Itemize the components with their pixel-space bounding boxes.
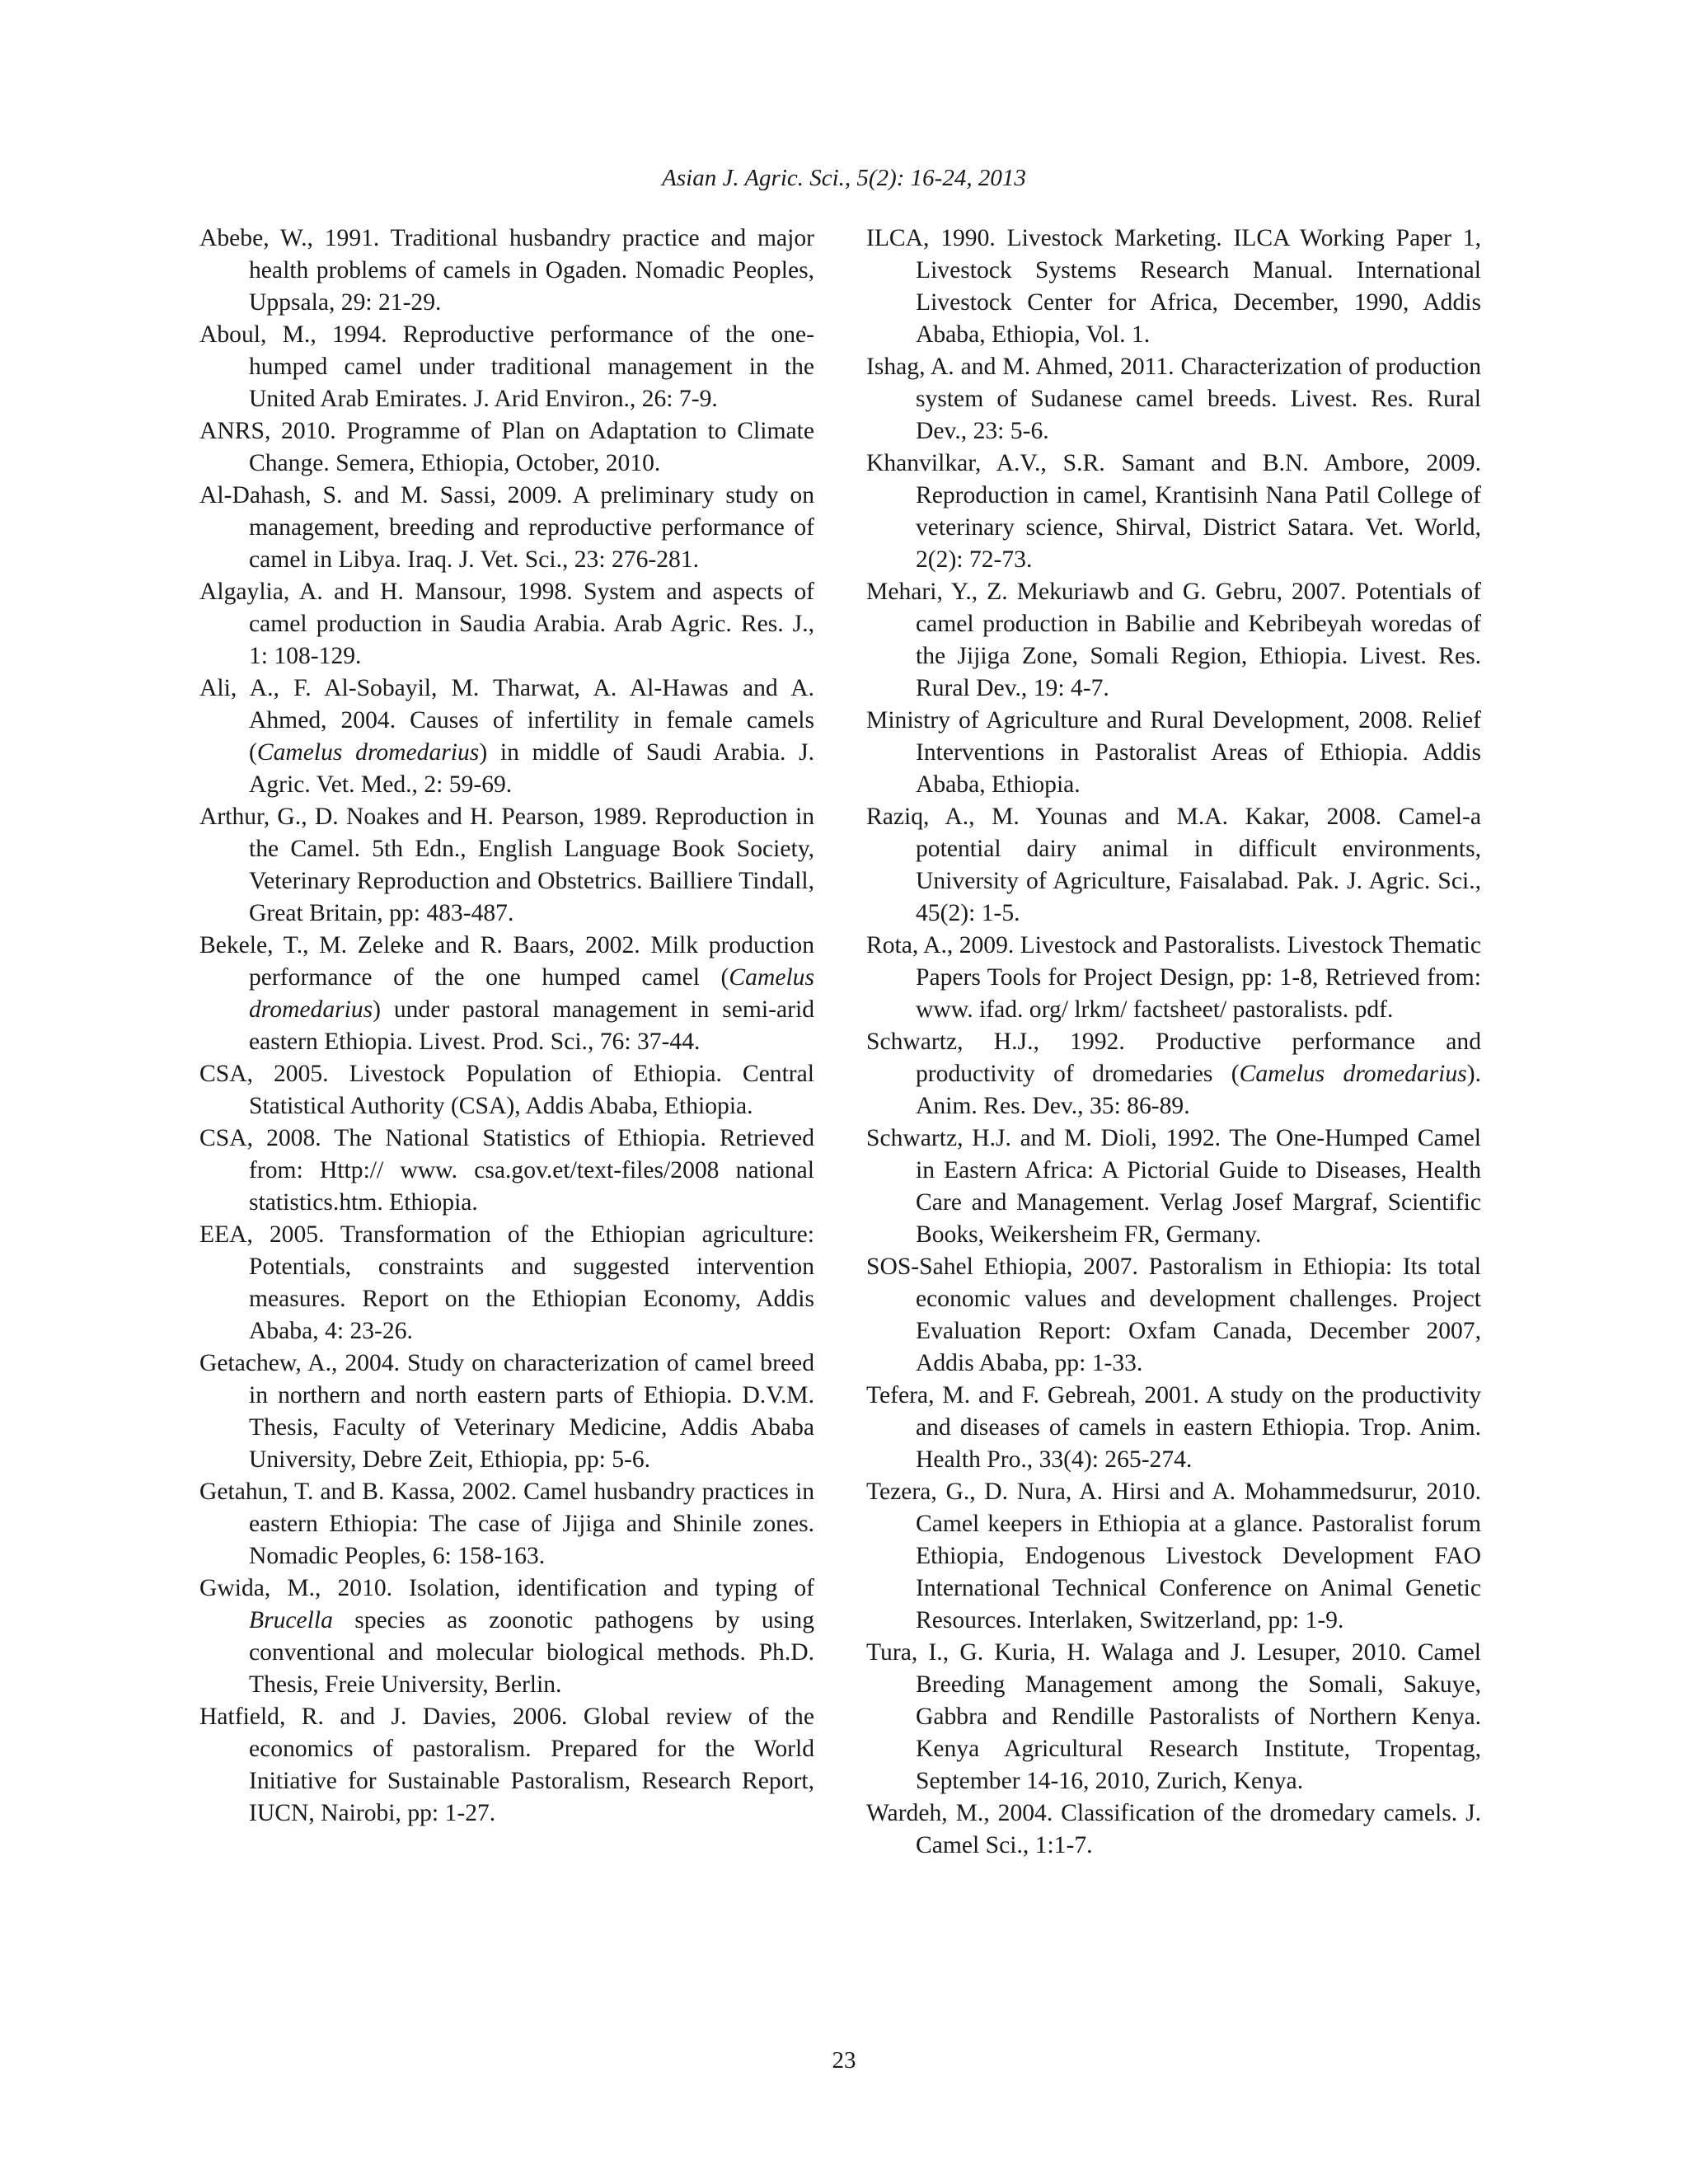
reference-entry: Raziq, A., M. Younas and M.A. Kakar, 2008. Camel-a potential dairy animal in difficult environments, University of Agriculture, Faisalabad. Pak. J. Agric. Sci., 45(2): 1-5. bbox=[866, 804, 1481, 926]
reference-entry: Rota, A., 2009. Livestock and Pastoralists. Livestock Thematic Papers Tools for Project Design, pp: 1-8, Retrieved from: www. ifad. org/ lrkm/ factsheet/ pastoralists. pdf. bbox=[866, 932, 1481, 1023]
reference-entry: Schwartz, H.J. and M. Dioli, 1992. The One-Humped Camel in Eastern Africa: A Pictorial Guide to Diseases, Health Care and Management. Verlag Josef Margraf, Scientific Books, Weikersheim FR, Germany. bbox=[866, 1125, 1481, 1248]
reference-entry: Al-Dahash, S. and M. Sassi, 2009. A preliminary study on management, breeding and reproductive performance of camel in Libya. Iraq. J. Vet. Sci., 23: 276-281. bbox=[199, 482, 814, 573]
reference-entry: Ishag, A. and M. Ahmed, 2011. Characterization of production system of Sudanese camel breeds. Livest. Res. Rural Dev., 23: 5-6. bbox=[866, 354, 1481, 444]
reference-entry: Hatfield, R. and J. Davies, 2006. Global review of the economics of pastoralism. Prepared for the World Initiative for Sustainable Pastoralism, Research Report, IUCN, Nairobi, pp: 1-27. bbox=[199, 1704, 814, 1826]
reference-entry: Tura, I., G. Kuria, H. Walaga and J. Lesuper, 2010. Camel Breeding Management among the Somali, Sakuye, Gabbra and Rendille Pastoralists of Northern Kenya. Kenya Agricultural Research Institute, Tropentag, September 14-16, 2010, Zurich, Kenya. bbox=[866, 1639, 1481, 1794]
reference-entry bbox=[199, 930, 814, 1058]
reference-entry: CSA, 2008. The National Statistics of Ethiopia. Retrieved from: Http:// www. csa.gov.et/text-files/2008 national statistics.htm. Ethiopia. bbox=[199, 1125, 814, 1216]
reference-entry: Arthur, G., D. Noakes and H. Pearson, 1989. Reproduction in the Camel. 5th Edn., English Language Book Society, Veterinary Reproduction and Obstetrics. Bailliere Tindall, Great Britain, pp: 483-487. bbox=[199, 804, 814, 926]
reference-entry: CSA, 2005. Livestock Population of Ethiopia. Central Statistical Authority (CSA), Addis Ababa, Ethiopia. bbox=[199, 1061, 814, 1119]
reference-entry: Khanvilkar, A.V., S.R. Samant and B.N. Ambore, 2009. Reproduction in camel, Krantisinh Nana Patil College of veterinary science, Shirval, District Satara. Vet. World, 2(2): 72-73. bbox=[866, 450, 1481, 573]
reference-entry bbox=[199, 1572, 814, 1701]
reference-entry: Algaylia, A. and H. Mansour, 1998. System and aspects of camel production in Saudia Arabia. Arab Agric. Res. J., 1: 108-129. bbox=[199, 579, 814, 669]
references-left-column bbox=[199, 223, 814, 1830]
reference-entry: SOS-Sahel Ethiopia, 2007. Pastoralism in Ethiopia: Its total economic values and development challenges. Project Evaluation Report: Oxfam Canada, December 2007, Addis Ababa, pp: 1-33. bbox=[866, 1254, 1481, 1376]
reference-text: ) under pastoral management in semi-arid eastern Ethiopia. Livest. Prod. Sci., 76: 37-44. bbox=[249, 996, 814, 1055]
reference-entry: Wardeh, M., 2004. Classification of the dromedary camels. J. Camel Sci., 1:1-7. bbox=[866, 1800, 1481, 1858]
reference-entry: ILCA, 1990. Livestock Marketing. ILCA Working Paper 1, Livestock Systems Research Manual. International Livestock Center for Africa, December, 1990, Addis Ababa, Ethiopia, Vol. 1. bbox=[866, 225, 1481, 348]
species-name: Camelus dromedarius bbox=[249, 964, 814, 1023]
species-name: Brucella bbox=[249, 1607, 333, 1633]
species-name: Camelus dromedarius bbox=[256, 739, 480, 766]
reference-entry: Aboul, M., 1994. Reproductive performance of the one-humped camel under traditional management in the United Arab Emirates. J. Arid Environ., 26: 7-9. bbox=[199, 321, 814, 412]
page-number: 23 bbox=[832, 2047, 856, 2074]
reference-text: ) in middle of Saudi Arabia. J. Agric. Vet. Med., 2: 59-69. bbox=[249, 739, 814, 798]
reference-entry: Getachew, A., 2004. Study on characterization of camel breed in northern and north eastern parts of Ethiopia. D.V.M. Thesis, Faculty of Veterinary Medicine, Addis Ababa University, Debre Zeit, Ethiopia, pp: 5-6. bbox=[199, 1350, 814, 1473]
running-header: Asian J. Agric. Sci., 5(2): 16-24, 2013 bbox=[662, 165, 1026, 191]
reference-text: ). Anim. Res. Dev., 35: 86-89. bbox=[916, 1061, 1481, 1119]
reference-entry: Mehari, Y., Z. Mekuriawb and G. Gebru, 2007. Potentials of camel production in Babilie and Kebribeyah woredas of the Jijiga Zone, Somali Region, Ethiopia. Livest. Res. Rural Dev., 19: 4-7. bbox=[866, 579, 1481, 701]
reference-entry: EEA, 2005. Transformation of the Ethiopian agriculture: Potentials, constraints and suggested intervention measures. Report on the Ethiopian Economy, Addis Ababa, 4: 23-26. bbox=[199, 1221, 814, 1344]
reference-entry: ANRS, 2010. Programme of Plan on Adaptation to Climate Change. Semera, Ethiopia, October, 2010. bbox=[199, 418, 814, 476]
reference-entry: Tezera, G., D. Nura, A. Hirsi and A. Mohammedsurur, 2010. Camel keepers in Ethiopia at a glance. Pastoralist forum Ethiopia, Endogenous Livestock Development FAO International Technical Conference on Animal Genetic Resources. Interlaken, Switzerland, pp: 1-9. bbox=[866, 1479, 1481, 1633]
reference-text: Bekele, T., M. Zeleke and R. Baars, 2002. Milk production performance of the one humped camel ( bbox=[199, 932, 814, 991]
reference-entry bbox=[866, 1026, 1481, 1122]
reference-entry: Abebe, W., 1991. Traditional husbandry practice and major health problems of camels in Ogaden. Nomadic Peoples, Uppsala, 29: 21-29. bbox=[199, 225, 814, 316]
reference-text: Schwartz, H.J., 1992. Productive performance and productivity of dromedaries ( bbox=[866, 1029, 1481, 1087]
reference-entry bbox=[199, 673, 814, 801]
references-right-column bbox=[866, 223, 1481, 1862]
reference-entry: Ministry of Agriculture and Rural Development, 2008. Relief Interventions in Pastoralist Areas of Ethiopia. Addis Ababa, Ethiopia. bbox=[866, 707, 1481, 798]
reference-text: species as zoonotic pathogens by using conventional and molecular biological methods. Ph.D. Thesis, Freie University, Berlin. bbox=[249, 1607, 814, 1698]
reference-entry: Tefera, M. and F. Gebreah, 2001. A study on the productivity and diseases of camels in eastern Ethiopia. Trop. Anim. Health Pro., 33(4): 265-274. bbox=[866, 1382, 1481, 1473]
reference-text: Ali, A., F. Al-Sobayil, M. Tharwat, A. Al-Hawas and A. Ahmed, 2004. Causes of infertility in female camels ( bbox=[199, 675, 814, 766]
reference-text: Gwida, M., 2010. Isolation, identification and typing of bbox=[199, 1575, 814, 1601]
reference-entry: Getahun, T. and B. Kassa, 2002. Camel husbandry practices in eastern Ethiopia: The case of Jijiga and Shinile zones. Nomadic Peoples, 6: 158-163. bbox=[199, 1479, 814, 1569]
species-name: Camelus dromedarius bbox=[1239, 1061, 1467, 1087]
